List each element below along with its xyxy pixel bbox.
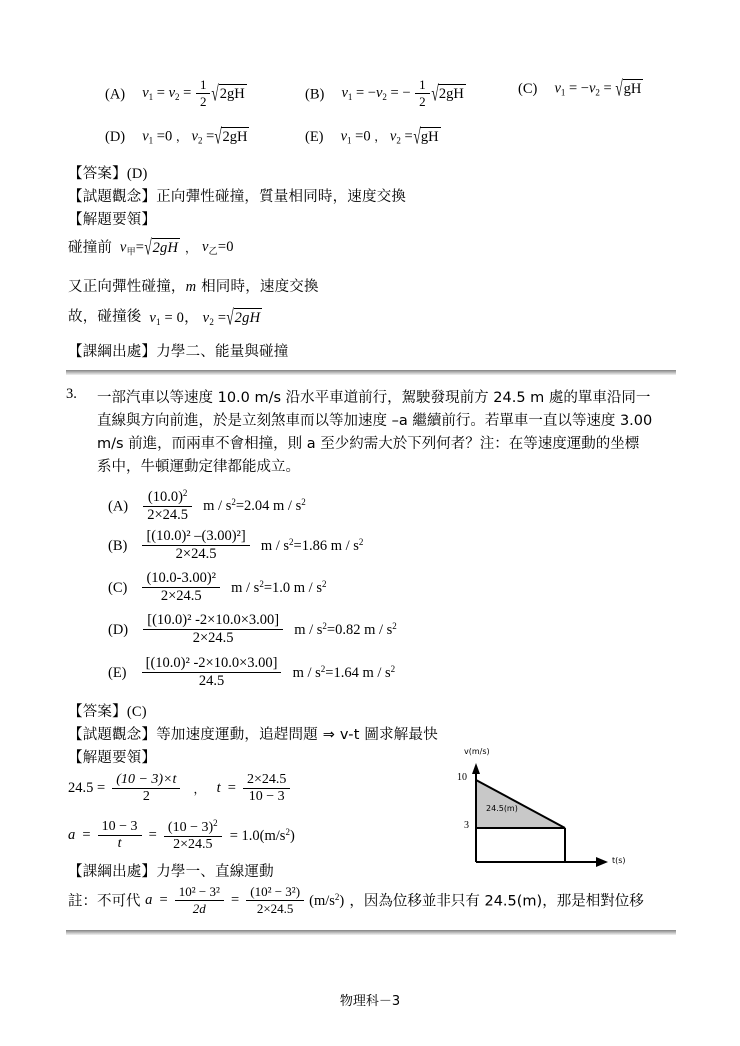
vt-graph-y-axis-label: v(m/s) xyxy=(464,747,490,756)
q3-b-num: [(10.0)² –(3.00)²] xyxy=(146,528,246,544)
q2-line1-v1-sub: 甲 xyxy=(126,247,136,258)
q3-answer-line xyxy=(68,700,147,721)
q3-d1-comma: ， xyxy=(193,782,206,797)
q3-option-c-letter: (C) xyxy=(108,580,128,597)
q3-derivation-line-2 xyxy=(68,818,295,854)
q3-d-result-sup: 2 xyxy=(392,620,397,631)
q3-d2-num2-sup: 2 xyxy=(213,818,218,828)
q2-method-line3: 故，碰撞後 $v_1 = 0$， $v_2 =√2gH$ xyxy=(68,307,261,331)
q3-note-prefix: 註：不可代 xyxy=(68,893,146,910)
vt-graph-svg xyxy=(440,750,630,870)
q2-line2-tail: 相同時，速度交換 xyxy=(196,279,319,295)
q3-source-line xyxy=(68,860,274,881)
q3-d1-den2: 10 − 3 xyxy=(243,788,290,806)
q3-e-unit: m / s xyxy=(292,664,321,681)
q3-d1-num: (10 − 3)×t xyxy=(116,772,177,787)
q3-option-c xyxy=(108,570,326,605)
q3-d2-eq2: = xyxy=(148,827,157,844)
q2-concept-line xyxy=(68,185,406,206)
q3-text-line-2: 直線與方向前進，於是立刻煞車而以等加速度 –a 繼續前行。若單車一直以等速度 3.00 xyxy=(97,413,653,429)
q3-note-unit-end: ) xyxy=(339,892,345,909)
q3-d-num: [(10.0)² -2×10.0×3.00] xyxy=(147,612,280,628)
q2-line3-v2: v xyxy=(202,309,210,326)
q2-answer-label: 【答案】 xyxy=(68,166,127,182)
q3-e-result-sup: 2 xyxy=(390,663,396,674)
q2-option-c-letter: (C) xyxy=(518,81,538,97)
q3-e-result: =1.64 m / s xyxy=(325,664,391,681)
q3-note-num1: 10² − 3² xyxy=(178,884,220,899)
q3-source-label: 【課綱出處】 xyxy=(68,864,157,880)
q3-c-unit: m / s xyxy=(231,579,260,596)
q2-line1-comma: ， xyxy=(184,241,198,255)
q3-concept-line xyxy=(68,723,438,744)
q3-text-line-4: 系中，牛頓運動定律都能成立。 xyxy=(97,459,300,475)
q3-d-den: 2×24.5 xyxy=(143,629,283,647)
q2-line2-m: m xyxy=(185,278,197,295)
q2-option-e: (E) $v_1 =0$ ， $v_2 =√gH$ xyxy=(305,125,439,149)
q3-b-unit-sup: 2 xyxy=(289,536,294,547)
q3-derivation-line-1 xyxy=(68,772,290,806)
q2-method-label: 【解題要領】 xyxy=(68,212,157,228)
q2-option-c: (C) $v_1 = -v_2 = √gH$ xyxy=(518,77,642,101)
q3-note-a: a xyxy=(145,892,153,909)
q2-source-text: 力學二、能量與碰撞 xyxy=(156,344,289,360)
q3-a-unit: m / s xyxy=(203,498,232,515)
q3-d1-eq: = xyxy=(227,780,236,797)
q3-note-eq: = xyxy=(159,892,168,909)
q3-note-line xyxy=(68,885,644,917)
q3-number: 3. xyxy=(66,386,77,402)
q3-d2-den2: 2×24.5 xyxy=(164,836,222,854)
q2-option-a-letter: (A) xyxy=(105,86,126,103)
vt-graph-y-arrow xyxy=(472,763,480,774)
q3-d2-result-sup: 2 xyxy=(285,826,290,837)
q3-d2-eq: = xyxy=(82,827,91,844)
q2-method-line1: 碰撞前 $v_甲=√2gH$ ， $v_乙=0$ xyxy=(68,237,234,261)
q2-line1-v1: v xyxy=(119,239,127,256)
q2-concept-text: 正向彈性碰撞，質量相同時，速度交換 xyxy=(156,189,407,205)
q3-d2-result-end: ) xyxy=(289,827,295,844)
q3-b-result-sup: 2 xyxy=(358,536,364,547)
q2-line3-prefix: 故，碰撞後 xyxy=(68,309,142,325)
q3-b-result: =1.86 m / s xyxy=(293,537,359,554)
q2-line3-eq2: = xyxy=(217,309,227,326)
q3-a-num-base: (10.0) xyxy=(147,489,183,505)
q2-line1-eq: = xyxy=(135,239,145,256)
q2-line1-v2: v xyxy=(202,239,209,255)
q3-text-line-3: m/s 前進，而兩車不會相撞，則 a 至少約需大於下列何者？注：在等速度運動的坐標 xyxy=(97,436,640,452)
q2-line2-head: 又正向彈性碰撞， xyxy=(68,279,186,295)
q3-option-a xyxy=(108,488,306,524)
q2-option-b: (B) $v_1 = -v_2$ = − $\frac{1}{2}$ √2gH xyxy=(305,77,464,109)
q3-a-unit-sup: 2 xyxy=(231,497,236,508)
q3-e-den: 24.5 xyxy=(142,672,282,690)
q2-line1-v2-sub: 乙 xyxy=(208,247,218,257)
q3-note-num2: (10² − 3²) xyxy=(250,884,301,899)
q2-option-b-letter: (B) xyxy=(305,86,325,103)
q2-line3-radicand: 2gH xyxy=(234,310,261,327)
q3-c-den: 2×24.5 xyxy=(142,587,220,605)
q3-option-d-letter: (D) xyxy=(108,622,129,639)
q2-line3-v2-sub: 2 xyxy=(209,316,215,327)
q3-concept-label: 【試題觀念】 xyxy=(68,727,157,743)
q3-d1-t: t xyxy=(216,780,221,797)
q3-b-unit: m / s xyxy=(260,537,290,554)
q3-b-den: 2×24.5 xyxy=(142,545,249,563)
page-footer: 物理科－3 xyxy=(339,994,401,1009)
q3-note-unit: (m/s xyxy=(309,892,335,909)
q2-answer-line xyxy=(68,162,148,183)
q3-d2-num1: 10 − 3 xyxy=(101,819,138,834)
q3-c-num: (10.0-3.00)² xyxy=(146,570,217,586)
vt-graph-tick-3: 3 xyxy=(464,820,469,831)
q3-c-result-sup: 2 xyxy=(321,578,327,589)
q3-d2-a: a xyxy=(68,827,76,844)
q3-note-tail: ，因為位移並非只有 24.5(m)，那是相對位移 xyxy=(349,893,644,910)
q3-d-result: =0.82 m / s xyxy=(326,621,393,638)
q3-option-b-letter: (B) xyxy=(108,538,128,555)
q2-line1-zero: =0 xyxy=(217,239,234,255)
q3-note-den1: 2d xyxy=(175,900,224,917)
q3-note-den2: 2×24.5 xyxy=(246,900,304,917)
q2-source-line xyxy=(68,340,289,361)
q3-method-label: 【解題要領】 xyxy=(68,750,157,766)
q3-c-unit-sup: 2 xyxy=(259,578,264,589)
q2-line1-prefix: 碰撞前 xyxy=(68,240,113,256)
q3-note-eq2: = xyxy=(230,892,240,909)
q2-answer-value: (D) xyxy=(126,166,148,182)
q3-d1-lhs: 24.5 = xyxy=(68,780,106,797)
q3-a-result-sup: 2 xyxy=(301,497,306,508)
q3-d2-num2: (10 − 3) xyxy=(167,820,214,835)
vt-graph-tick-10: 10 xyxy=(457,772,467,783)
vt-graph-area-label: 24.5(m) xyxy=(486,804,518,813)
q3-option-e xyxy=(108,655,395,690)
q3-option-e-letter: (E) xyxy=(108,665,127,682)
q2-line3-v1: v xyxy=(149,309,156,326)
q2-source-label: 【課綱出處】 xyxy=(68,344,157,360)
q3-d1-num2: 2×24.5 xyxy=(247,772,287,787)
q3-e-unit-sup: 2 xyxy=(320,663,326,674)
q3-answer-value: (C) xyxy=(126,704,147,720)
q2-option-d: (D) $v_1 =0$ ， $v_2 =√2gH$ xyxy=(105,125,248,149)
q2-option-d-letter: (D) xyxy=(105,129,126,145)
q3-note-unit-sup: 2 xyxy=(334,891,340,902)
q3-a-den: 2×24.5 xyxy=(143,506,192,524)
vt-graph xyxy=(440,747,630,870)
q3-source-text: 力學一、直線運動 xyxy=(156,864,274,880)
q2-line1-radicand: 2gH xyxy=(152,240,179,256)
section-separator-1 xyxy=(66,370,676,375)
q3-option-b xyxy=(108,528,363,563)
q3-e-num: [(10.0)² -2×10.0×3.00] xyxy=(145,655,278,671)
q3-a-num-sup: 2 xyxy=(182,488,188,498)
q3-d2-den1: t xyxy=(98,835,142,853)
vt-graph-x-axis-label: t(s) xyxy=(612,856,626,865)
q3-c-result: =1.0 m / s xyxy=(263,579,322,596)
q2-line3-v1-sub: 1 xyxy=(155,316,161,327)
q3-option-d xyxy=(108,612,397,647)
section-separator-2 xyxy=(66,930,676,935)
q2-line3-eq1: = 0， xyxy=(164,309,199,326)
q3-d-unit-sup: 2 xyxy=(322,620,327,631)
q2-option-e-letter: (E) xyxy=(305,129,324,145)
q3-a-result: =2.04 m / s xyxy=(235,498,302,515)
q2-option-a: (A) $v_1 = v_2$ = $\frac{1}{2}$ √2gH xyxy=(105,77,245,109)
vt-graph-x-arrow xyxy=(596,857,608,867)
q3-text-line-1: 一部汽車以等速度 10.0 m/s 沿水平車道前行，駕駛發現前方 24.5 m 處的單車沿同一 xyxy=(97,390,651,406)
q3-d-unit: m / s xyxy=(294,621,323,638)
q3-concept-text: 等加速度運動，追趕問題 ⇒ v-t 圖求解最快 xyxy=(156,727,438,743)
q3-option-a-letter: (A) xyxy=(108,498,129,515)
q3-answer-label: 【答案】 xyxy=(68,704,127,720)
q3-d2-result: = 1.0(m/s xyxy=(229,827,286,844)
q3-d1-den: 2 xyxy=(112,788,180,806)
q2-method-line2 xyxy=(68,275,319,296)
q2-concept-label: 【試題觀念】 xyxy=(68,189,157,205)
